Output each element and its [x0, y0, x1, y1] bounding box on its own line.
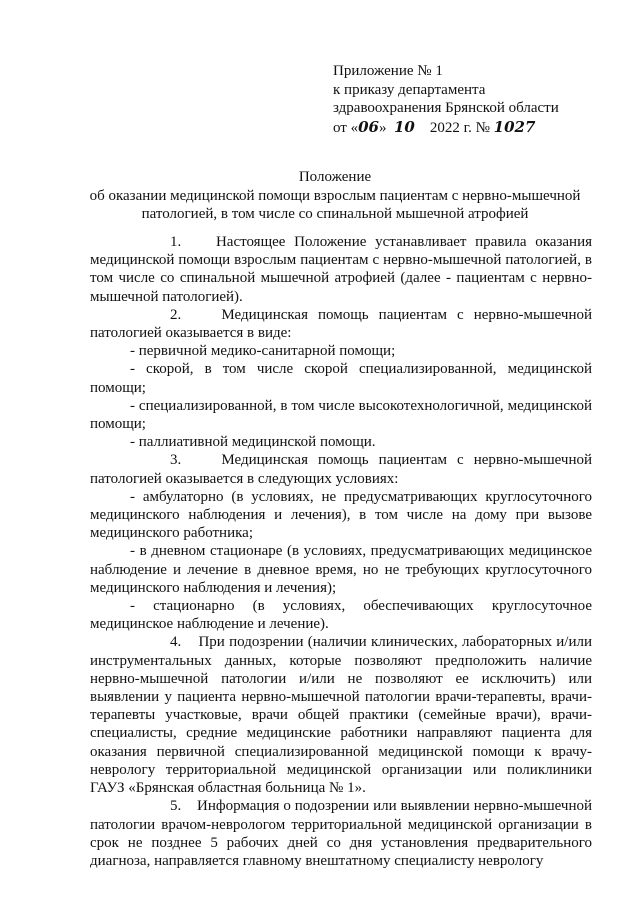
list-item: - первичной медико-санитарной помощи;	[130, 343, 396, 360]
paragraph-text: Медицинская помощь пациентам с нервно-мышечной патологией оказывается в виде:	[90, 306, 592, 342]
list-item: - в дневном стационаре (в условиях, предусматривающих медицинское наблюдение и лечение в дневное время, но не требующих круглосуточного медицинского наблюдения и лечения);	[90, 543, 592, 596]
list-item: - скорой, в том числе скорой специализированной, медицинской помощи;	[90, 361, 592, 396]
list-item: - специализированной, в том числе высокотехнологичной, медицинской помощи;	[90, 397, 592, 433]
list-item: - паллиативной медицинской помощи.	[130, 434, 376, 451]
paragraph-text: Настоящее Положение устанавливает правила оказания медицинской помощи взрослым пациентам с нервно-мышечной патологией, в том числе со спинальной мышечной атрофией (далее - пациентам с нервно-мышечной патологией).	[90, 234, 593, 305]
paragraph-number: 5.	[170, 798, 182, 815]
appendix-date-line	[333, 118, 623, 138]
paragraph-text: Медицинская помощь пациентам с нервно-мышечной патологией оказывается в следующих условиях:	[90, 452, 592, 487]
title-subject-line-1: об оказании медицинской помощи взрослым пациентам с нервно-мышечной	[89, 187, 581, 204]
document-body	[90, 233, 592, 870]
paragraph-text: Информация о подозрении или выявлении нервно-мышечной патологии врачом-неврологом территориальной медицинской организации в срок не позднее 5 рабочих дней со дня установления предварительного диагноза, направляется главному внештатному специалисту неврологу	[90, 798, 593, 869]
date-prefix: от «	[333, 119, 359, 136]
numbered-paragraph	[90, 233, 592, 306]
paragraph-number: 3.	[170, 452, 182, 469]
appendix-department-line: здравоохранения Брянской области	[333, 100, 559, 116]
handwritten-day: 06	[358, 117, 379, 136]
numbered-paragraph	[90, 451, 592, 487]
list-item: - стационарно (в условиях, обеспечивающих круглосуточное медицинское наблюдение и лечение).	[90, 598, 592, 633]
paragraph-number: 2.	[170, 306, 182, 323]
handwritten-order-number: 1027	[493, 117, 536, 136]
title-heading: Положение	[298, 169, 372, 185]
numbered-paragraph	[90, 633, 592, 797]
handwritten-month: 10	[393, 117, 415, 136]
date-year: 2022 г. №	[429, 119, 490, 136]
appendix-order-line: к приказу департамента	[333, 81, 486, 98]
title-subject-line-2: патологией, в том числе со спинальной мышечной атрофией	[141, 206, 529, 222]
document-title	[70, 168, 600, 224]
paragraph-number: 4.	[170, 634, 182, 651]
date-sep: »	[378, 119, 387, 136]
appendix-header	[333, 62, 623, 137]
list-item: - амбулаторно (в условиях, не предусматривающих круглосуточного медицинского наблюдения и лечения), в том числе на дому при вызове медицинского работника;	[90, 488, 592, 542]
paragraph-text: При подозрении (наличии клинических, лабораторных и/или инструментальных данных, которые позволяют предположить наличие нервно-мышечной патологии и/или не позволяют ее исключить) или выявлении у пациента нервно-мышечной патологии врачи-терапевты, врачи-терапевты участковые, врачи общей практики (семейные врачи), врачи-специалисты, средние медицинские работники направляют пациента для оказания первичной специализированной медицинской помощи к врачу-неврологу территориальной медицинской организации или поликлиники ГАУЗ «Брянская областная больница № 1».	[90, 634, 592, 797]
numbered-paragraph	[90, 797, 592, 870]
numbered-paragraph	[90, 306, 592, 342]
appendix-title: Приложение № 1	[333, 63, 443, 79]
paragraph-number: 1.	[170, 234, 182, 250]
